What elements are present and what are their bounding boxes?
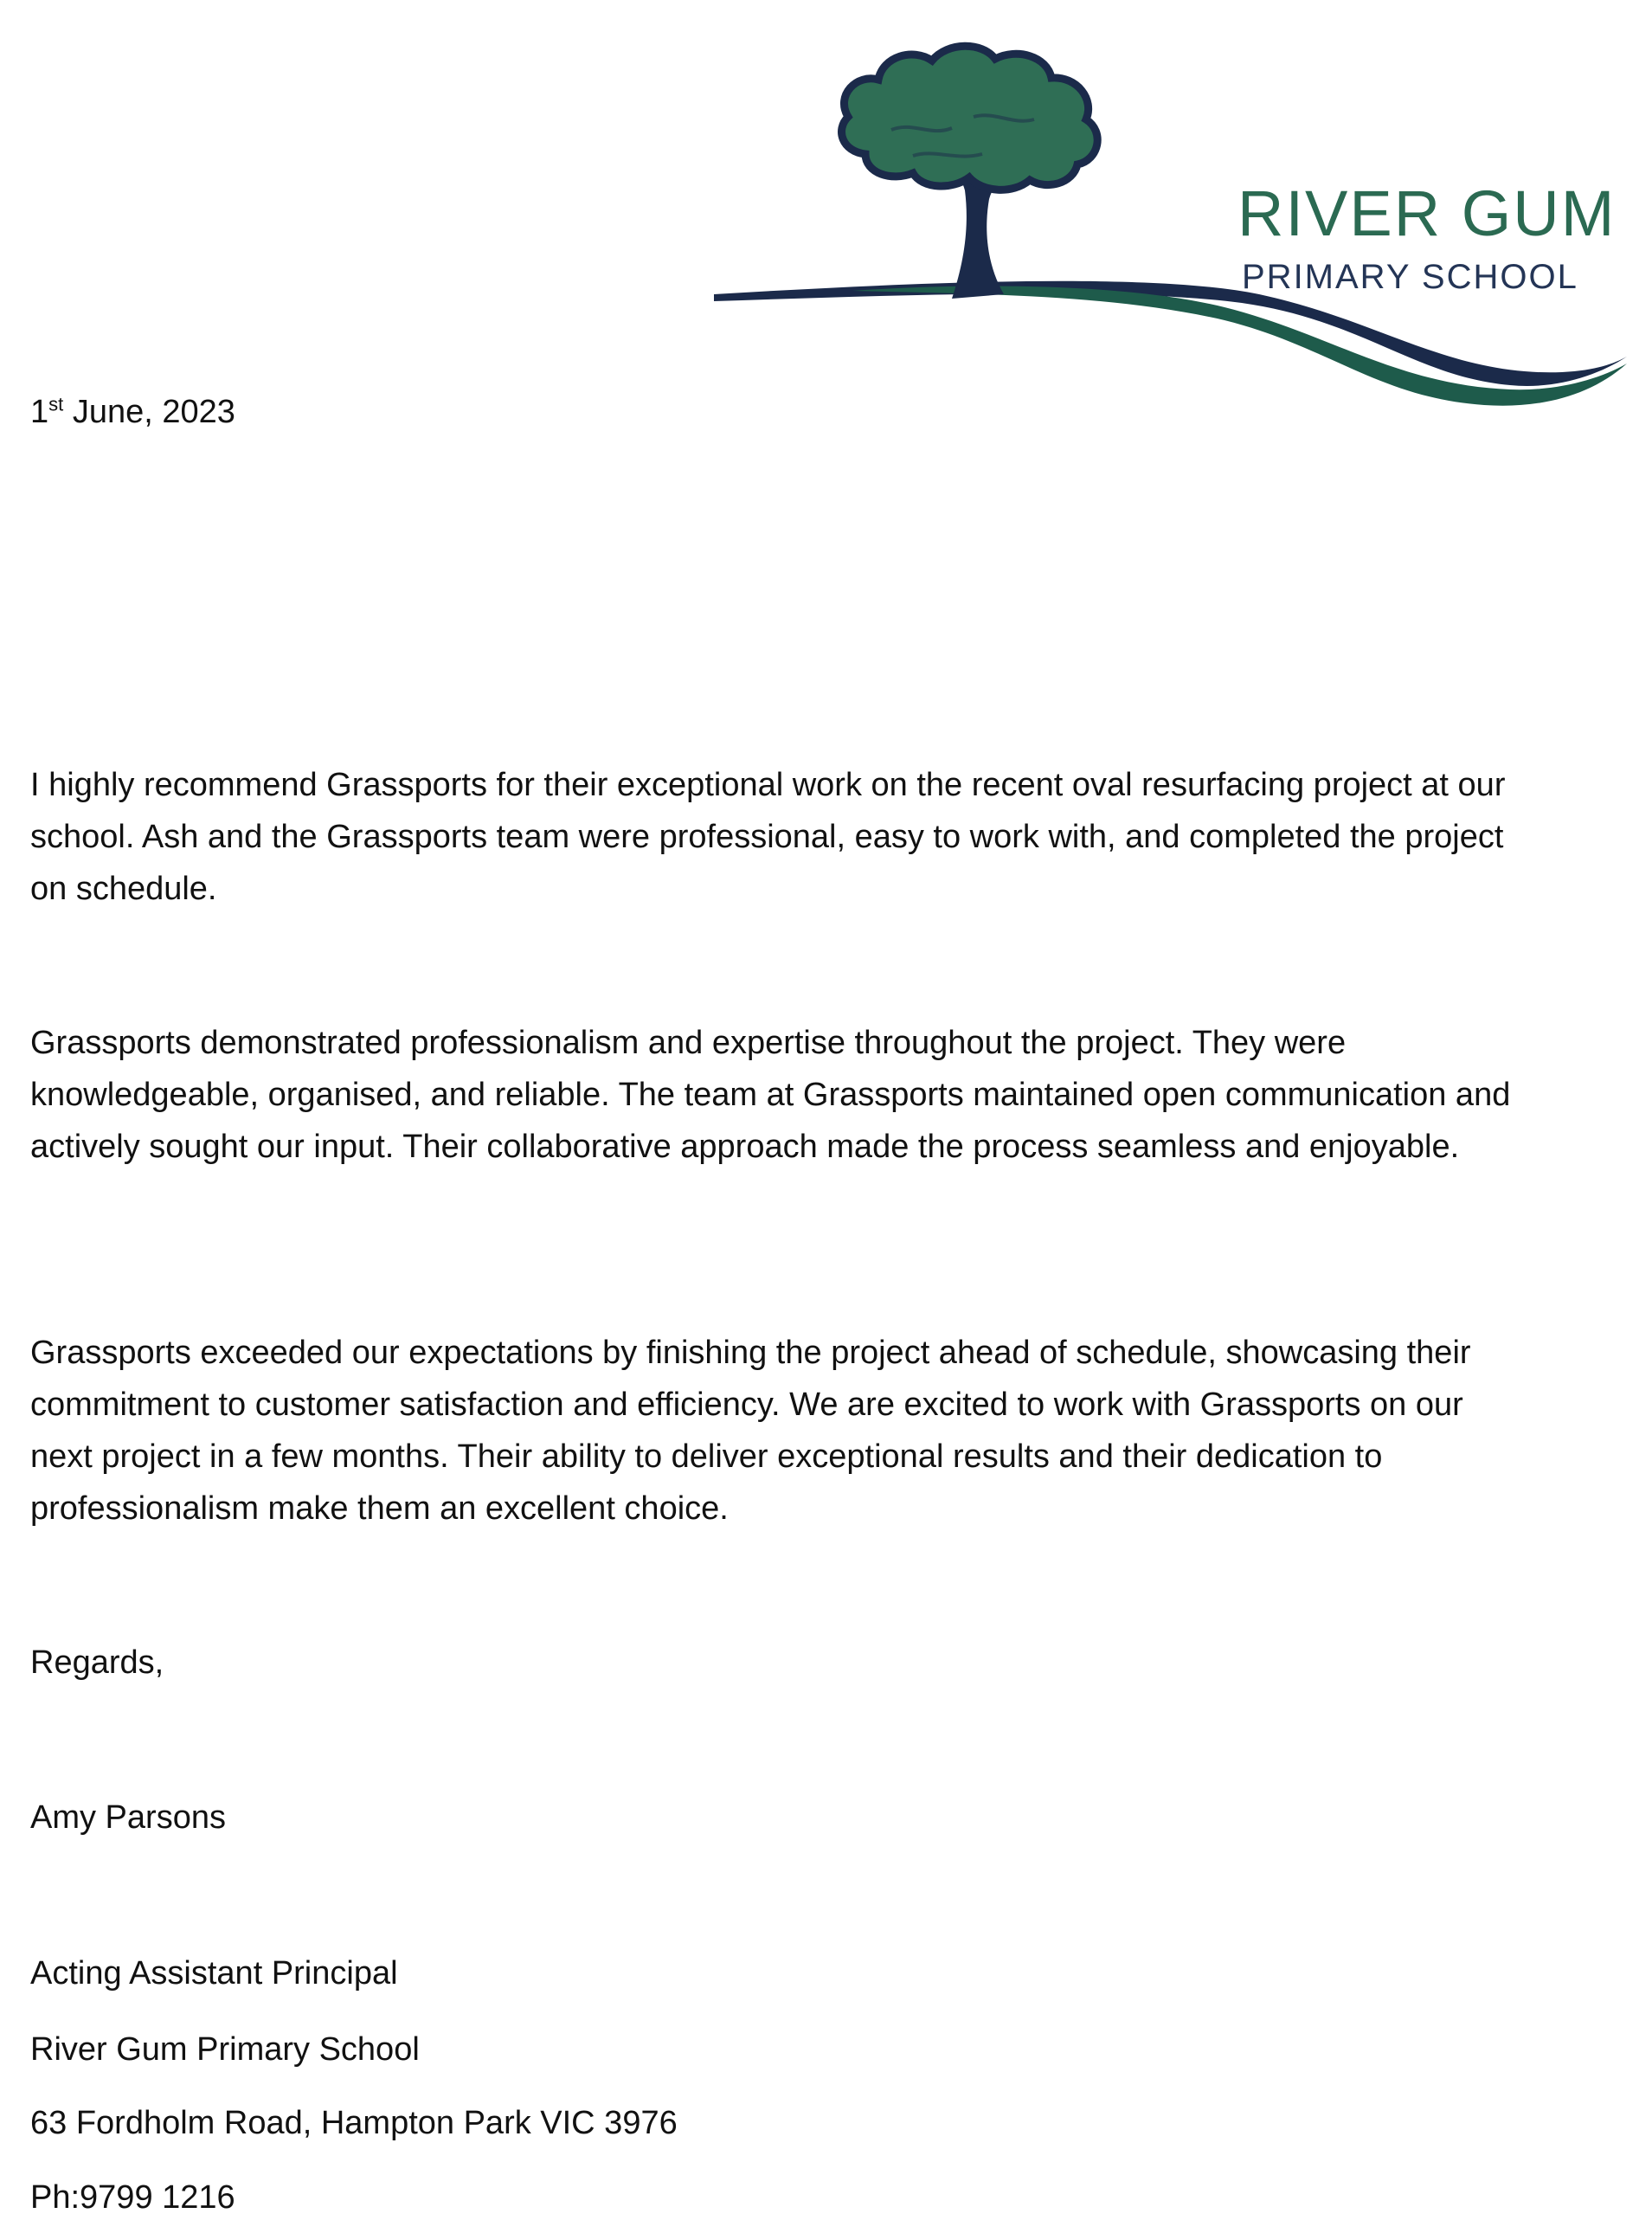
letter-date	[30, 389, 235, 434]
letter-paragraph-1: I highly recommend Grassports for their exceptional work on the recent oval resurfacing project at our school. Ash and the Grassports team were professional, easy to work with, and completed the project on schedule.	[30, 767, 1506, 907]
school-logo-graphic	[705, 35, 1636, 428]
green-swoosh-icon	[852, 286, 1627, 405]
school-logo	[705, 35, 1636, 428]
letter-paragraph-2: Grassports demonstrated professionalism and expertise throughout the project. They were knowledgeable, organised, and reliable. The team at Grassports maintained open communication and actively sought our input. Their collaborative approach made the process seamless and enjoyable.	[30, 1025, 1511, 1165]
date-day: 1	[30, 394, 49, 430]
navy-swoosh-icon	[714, 281, 1627, 386]
signatory-school: River Gum Primary School	[30, 2031, 420, 2068]
date-suffix: st	[48, 393, 64, 415]
letter-closing: Regards,	[30, 1644, 164, 1681]
letter-paragraph-3: Grassports exceeded our expectations by finishing the project ahead of schedule, showcasing their commitment to customer satisfaction and efficiency. We are excited to work with Grassports on our next project in a few months. Their ability to deliver exceptional results and their dedication to professionalism make them an excellent choice.	[30, 1335, 1471, 1527]
signatory-address: 63 Fordholm Road, Hampton Park VIC 3976	[30, 2105, 678, 2141]
logo-school-subtitle: PRIMARY SCHOOL	[1242, 258, 1578, 296]
signatory-role: Acting Assistant Principal	[30, 1955, 398, 1992]
tree-canopy-icon	[842, 46, 1098, 190]
signatory-phone: Ph:9799 1216	[30, 2179, 235, 2216]
date-rest: June, 2023	[63, 394, 235, 430]
signatory-name: Amy Parsons	[30, 1799, 226, 1836]
logo-school-name: RIVER GUM	[1237, 177, 1617, 249]
